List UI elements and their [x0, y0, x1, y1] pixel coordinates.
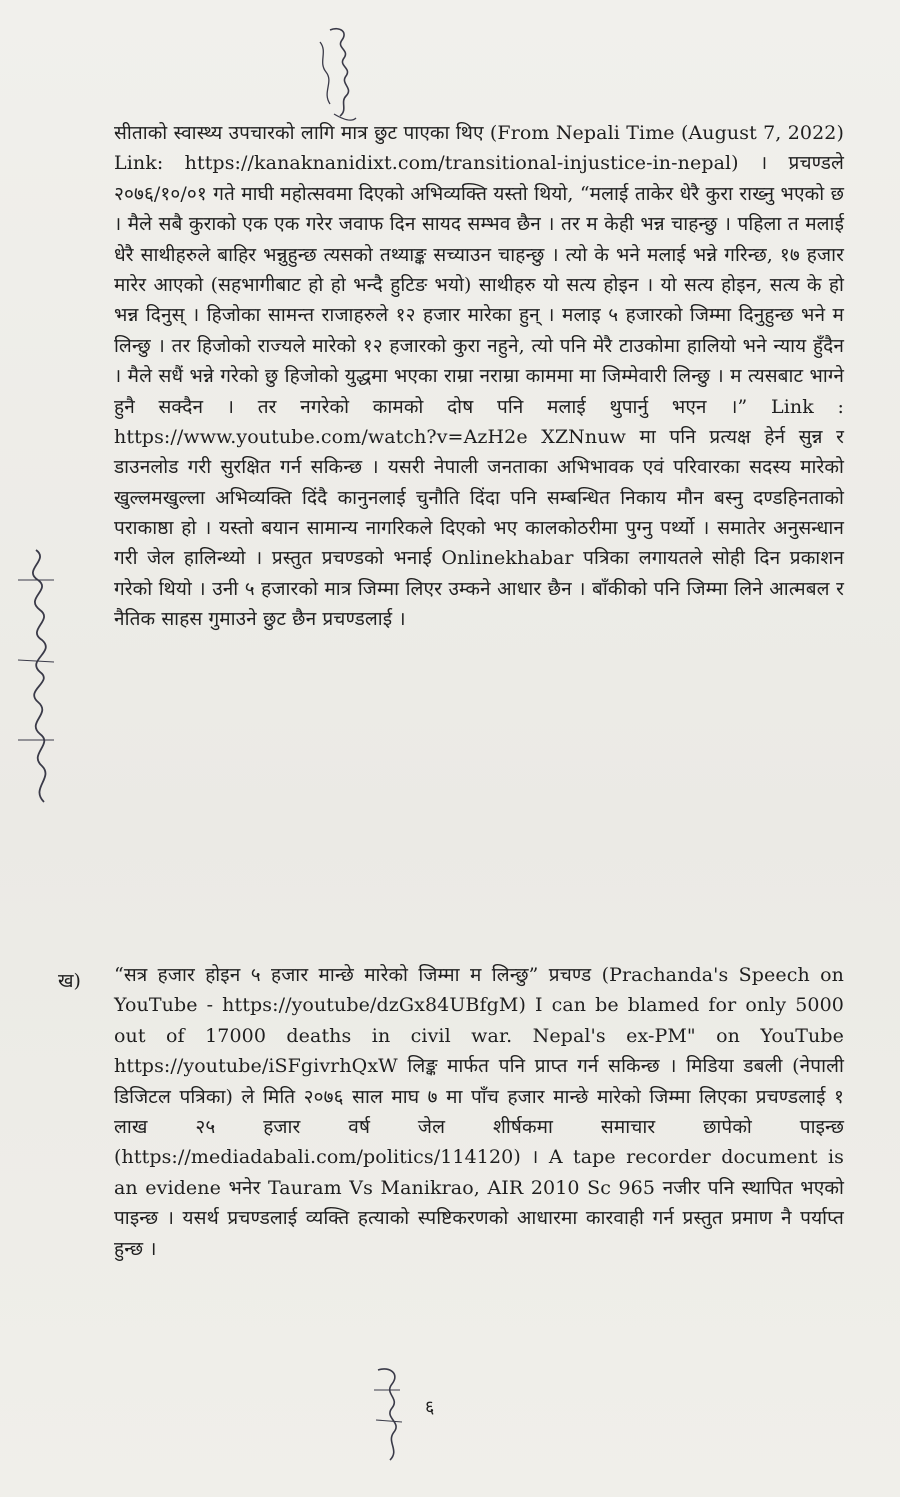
- handwritten-signature-bottom: [360, 1360, 420, 1470]
- paragraph-2: “सत्र हजार होइन ५ हजार मान्छे मारेको जिम्मा म लिन्छु” प्रचण्ड (Prachanda's Speech on YouTube - https://youtube/dzGx84UBfgM) I can be blamed for only 5000 out of 17000 deaths in civil war. Nepal's ex-PM" on YouTube https://youtube/iSFgivrhQxW लिङ्क मार्फत पनि प्राप्त गर्न सकिन्छ । मिडिया डबली (नेपाली डिजिटल पत्रिका) ले मिति २०७६ साल माघ ७ मा पाँच हजार मान्छे मारेको जिम्मा लिएका प्रचण्डलाई १ लाख २५ हजार वर्ष जेल शीर्षकमा समाचार छापेको पाइन्छ (https://mediadabali.com/politics/114120) । A tape recorder document is an evidene भनेर Tauram Vs Manikrao, AIR 2010 Sc 965 नजीर पनि स्थापित भएको पाइन्छ । यसर्थ प्रचण्डलाई व्यक्ति हत्याको स्पष्टिकरणको आधारमा कारवाही गर्न प्रस्तुत प्रमाण नै पर्याप्त हुन्छ ।: [114, 964, 844, 1260]
- paragraph-1: सीताको स्वास्थ्य उपचारको लागि मात्र छुट पाएका थिए (From Nepali Time (August 7, 2022) Link: https://kanaknanidixt.com/transitional-injustice-in-nepal) । प्रचण्डले २०७६/१०/०१ गते माघी महोत्सवमा दिएको अभिव्यक्ति यस्तो थियो, “मलाई ताकेर धेरै कुरा राख्नु भएको छ । मैले सबै कुराको एक एक गरेर जवाफ दिन सायद सम्भव छैन । तर म केही भन्न चाहन्छु । पहिला त मलाई धेरै साथीहरुले बाहिर भन्नुहुन्छ त्यसको तथ्याङ्क सच्याउन चाहन्छु । त्यो के भने मलाई भन्ने गरिन्छ, १७ हजार मारेर आएको (सहभागीबाट हो हो भन्दै हुटिङ भयो) साथीहरु यो सत्य होइन । यो सत्य होइन, सत्य के हो भन्न दिनुस् । हिजोका सामन्त राजाहरुले १२ हजार मारेका हुन् । मलाइ ५ हजारको जिम्मा दिनुहुन्छ भने म लिन्छु । तर हिजोको राज्यले मारेको १२ हजारको कुरा नहुने, त्यो पनि मेरै टाउकोमा हालियो भने न्याय हुँदैन । मैले सधैं भन्ने गरेको छु हिजोको युद्धमा भएका राम्रा नराम्रा काममा मा जिम्मेवारी लिन्छु । म त्यसबाट भाग्ने हुनै सक्दैन । तर नगरेको कामको दोष पनि मलाई थुपार्नु भएन ।” Link : https://www.youtube.com/watch?v=AzH2e XZNnuw मा पनि प्रत्यक्ष हेर्न सुन्न र डाउनलोड गरी सुरक्षित गर्न सकिन्छ । यसरी नेपाली जनताका अभिभावक एवं परिवारका सदस्य मारेको खुल्लमखुल्ला अभिव्यक्ति दिंदै कानुनलाई चुनौति दिंदा पनि सम्बन्धित निकाय मौन बस्नु दण्डहिनताको पराकाष्ठा हो । यस्तो बयान सामान्य नागरिकले दिएको भए कालकोठरीमा पुग्नु पर्थ्यो । समातेर अनुसन्धान गरी जेल हालिन्थ्यो । प्रस्तुत प्रचण्डको भनाई Onlinekhabar पत्रिका लगायतले सोही दिन प्रकाशन गरेको थियो । उनी ५ हजारको मात्र जिम्मा लिएर उम्कने आधार छैन । बाँकीको पनि जिम्मा लिने आत्मबल र नैतिक साहस गुमाउने छुट छैन प्रचण्डलाई ।: [114, 122, 844, 631]
- handwritten-margin-note-left: [6, 540, 66, 820]
- handwritten-signature-top: [300, 22, 370, 127]
- page-number: ६: [425, 1397, 435, 1418]
- item-label: ख): [58, 970, 81, 992]
